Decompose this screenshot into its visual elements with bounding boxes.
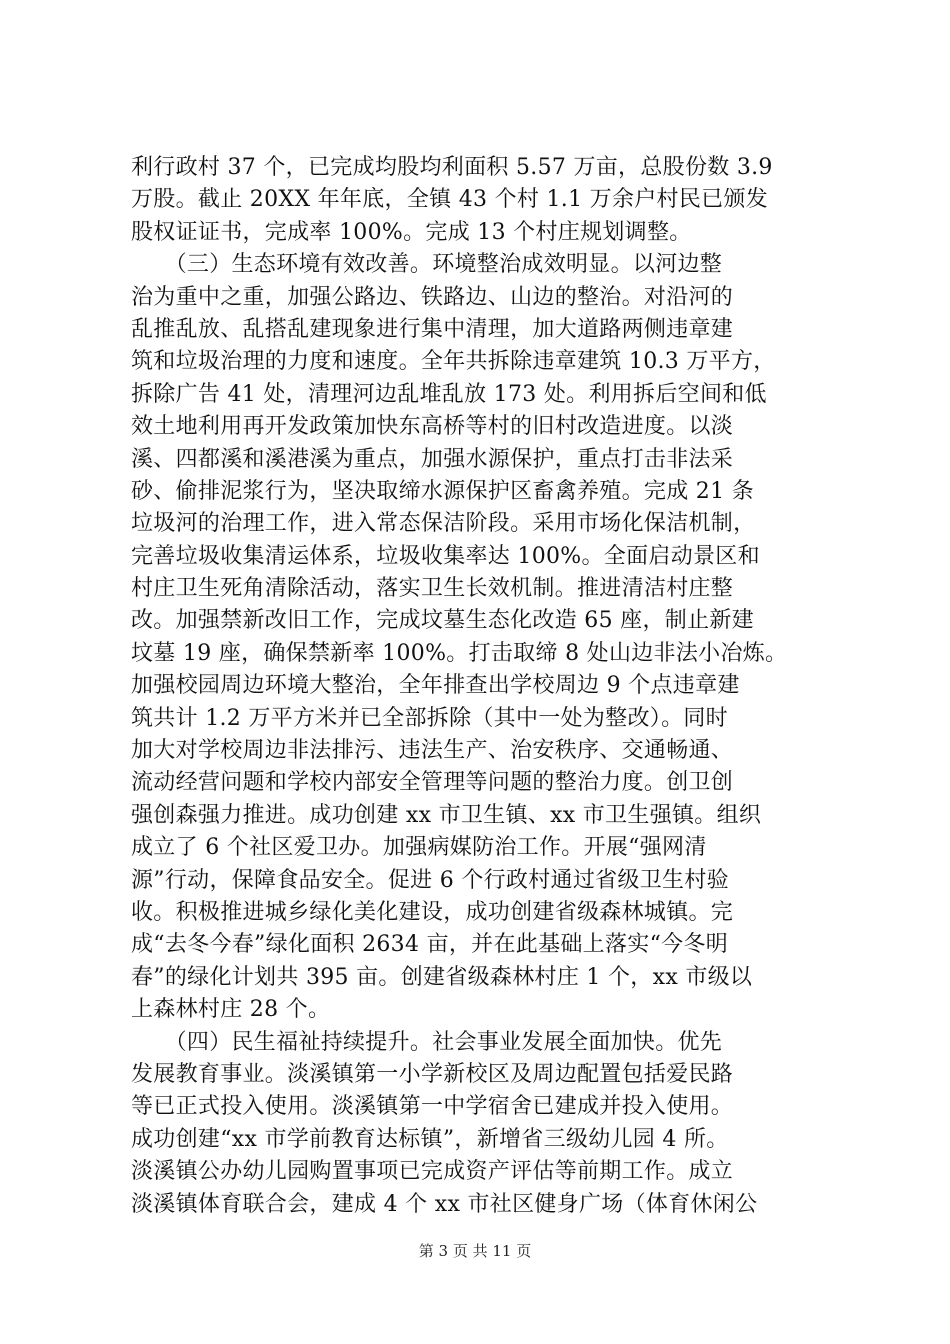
text-line: 股权证证书，完成率 100%。完成 13 个村庄规划调整。 <box>131 219 692 245</box>
text-line: 淡溪镇公办幼儿园购置事项已完成资产评估等前期工作。成立 <box>131 1159 734 1185</box>
body-text <box>131 152 831 1221</box>
text-line: 砂、偷排泥浆行为，坚决取缔水源保护区畜禽养殖。完成 21 条 <box>131 478 754 504</box>
text-line: 治为重中之重，加强公路边、铁路边、山边的整治。对沿河的 <box>131 284 734 310</box>
text-line: 成“去冬今春”绿化面积 2634 亩，并在此基础上落实“今冬明 <box>131 932 729 958</box>
text-line: 成立了 6 个社区爱卫办。加强病媒防治工作。开展“强网清 <box>131 835 707 861</box>
text-line: 上森林村庄 28 个。 <box>131 997 331 1023</box>
text-line: 强创森强力推进。成功创建 xx 市卫生镇、xx 市卫生强镇。组织 <box>131 802 762 828</box>
text-line: 溪、四都溪和溪港溪为重点，加强水源保护，重点打击非法采 <box>131 446 734 472</box>
text-line: （三）生态环境有效改善。环境整治成效明显。以河边整 <box>131 252 723 278</box>
text-line: 加大对学校周边非法排污、违法生产、治安秩序、交通畅通、 <box>131 738 734 764</box>
text-line: 筑和垃圾治理的力度和速度。全年共拆除违章建筑 10.3 万平方， <box>131 349 776 375</box>
text-line: 淡溪镇体育联合会，建成 4 个 xx 市社区健身广场（体育休闲公 <box>131 1191 758 1217</box>
text-line: 拆除广告 41 处，清理河边乱堆乱放 173 处。利用拆后空间和低 <box>131 381 767 407</box>
text-line: 春”的绿化计划共 395 亩。创建省级森林村庄 1 个，xx 市级以 <box>131 964 753 990</box>
text-line: 源”行动，保障食品安全。促进 6 个行政村通过省级卫生村验 <box>131 867 729 893</box>
text-line: 收。积极推进城乡绿化美化建设，成功创建省级森林城镇。完 <box>131 899 734 925</box>
text-line: 发展教育事业。淡溪镇第一小学新校区及周边配置包括爱民路 <box>131 1061 734 1087</box>
text-line: 利行政村 37 个，已完成均股均利面积 5.57 万亩，总股份数 3.9 <box>131 155 773 180</box>
text-line: 乱推乱放、乱搭乱建现象进行集中清理，加大道路两侧违章建 <box>131 316 734 342</box>
text-line: 效土地利用再开发政策加快东高桥等村的旧村改造进度。以淡 <box>131 414 734 440</box>
text-line: 流动经营问题和学校内部安全管理等问题的整治力度。创卫创 <box>131 770 734 796</box>
text-line: 等已正式投入使用。淡溪镇第一中学宿舍已建成并投入使用。 <box>131 1094 734 1120</box>
text-line: 坟墓 19 座，确保禁新率 100%。打击取缔 8 处山边非法小冶炼。 <box>131 640 788 666</box>
text-line: 成功创建“xx 市学前教育达标镇”，新增省三级幼儿园 4 所。 <box>131 1126 729 1152</box>
text-line: 完善垃圾收集清运体系，垃圾收集率达 100%。全面启动景区和 <box>131 543 760 569</box>
text-line: 改。加强禁新改旧工作，完成坟墓生态化改造 65 座，制止新建 <box>131 608 754 634</box>
text-line: 加强校园周边环境大整治，全年排查出学校周边 9 个点违章建 <box>131 673 740 699</box>
text-line: 垃圾河的治理工作，进入常态保洁阶段。采用市场化保洁机制， <box>131 511 756 537</box>
text-line: 筑共计 1.2 万平方米并已全部拆除（其中一处为整改）。同时 <box>131 705 728 731</box>
text-line: 村庄卫生死角清除活动，落实卫生长效机制。推进清洁村庄整 <box>131 576 734 602</box>
text-line: 万股。截止 20XX 年年底，全镇 43 个村 1.1 万余户村民已颁发 <box>131 187 769 213</box>
page-footer: 第 3 页 共 11 页 <box>418 1242 532 1260</box>
text-line: （四）民生福祉持续提升。社会事业发展全面加快。优先 <box>131 1029 723 1055</box>
